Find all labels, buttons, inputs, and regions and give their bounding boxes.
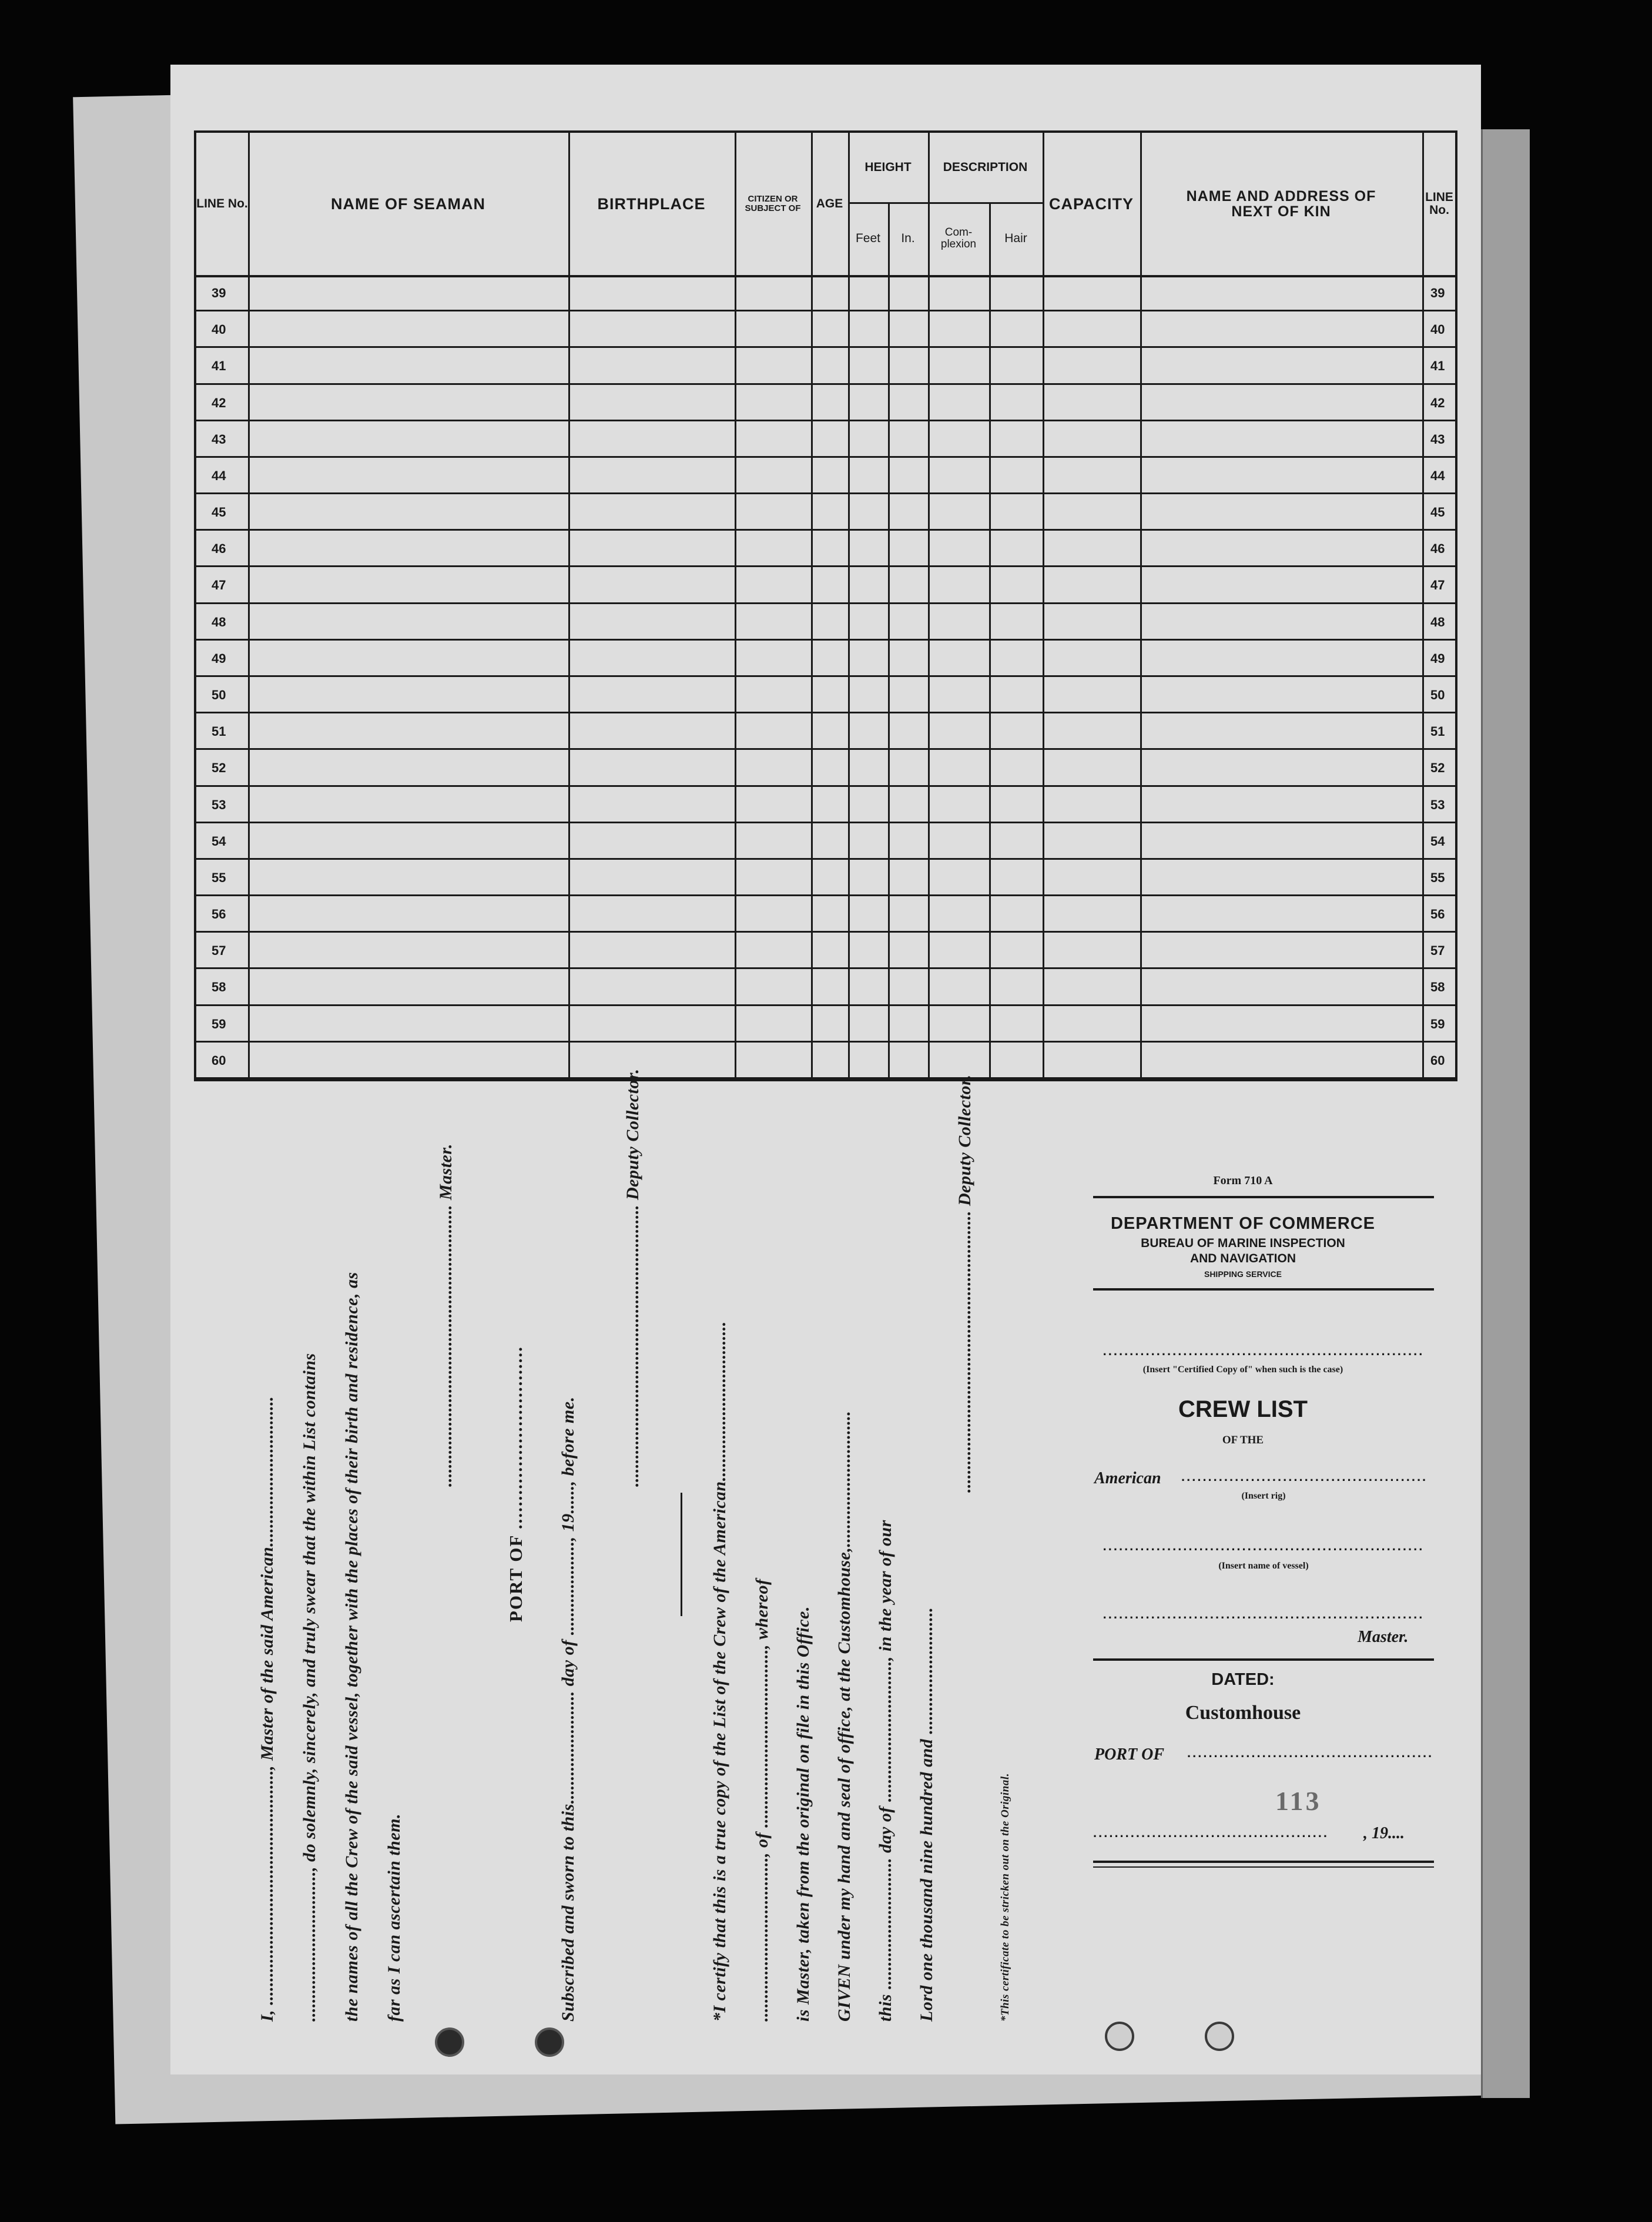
header-inches: In. bbox=[901, 231, 915, 245]
certificate-line-4: GIVEN under my hand and seal of office, at the Customhouse,............................. bbox=[835, 1410, 854, 2022]
date-field: ............................................ bbox=[1093, 1825, 1329, 1840]
table-row bbox=[196, 677, 1455, 713]
line-number-left: 57 bbox=[212, 943, 226, 958]
line-number-left: 51 bbox=[212, 724, 226, 739]
line-number-right: 60 bbox=[1430, 1053, 1445, 1068]
line-number-right: 46 bbox=[1430, 541, 1445, 557]
certified-copy-line: ............................................................ bbox=[1103, 1343, 1425, 1358]
table-row bbox=[196, 311, 1455, 348]
table-row bbox=[196, 750, 1455, 786]
shipping-service: SHIPPING SERVICE bbox=[1204, 1269, 1282, 1279]
header-complexion: Com-plexion bbox=[940, 226, 977, 250]
table-row bbox=[196, 823, 1455, 860]
table-row bbox=[196, 713, 1455, 750]
line-number-left: 45 bbox=[212, 505, 226, 520]
header-line-no: LINE No. bbox=[196, 196, 248, 210]
cover-rule-top bbox=[1093, 1196, 1434, 1198]
line-number-left: 49 bbox=[212, 651, 226, 666]
line-number-right: 47 bbox=[1430, 578, 1445, 593]
cover-rule-3 bbox=[1093, 1658, 1434, 1661]
oath-collector-signature: ............................................................ Deputy Collector. bbox=[623, 1068, 642, 1487]
line-number-left: 52 bbox=[212, 760, 226, 776]
oath-line-3: the names of all the Crew of the said vessel, together with the places of their birth and residence, as bbox=[342, 1272, 361, 2022]
line-number-left: 39 bbox=[212, 286, 226, 300]
header-name-of-seaman: NAME OF SEAMAN bbox=[331, 195, 485, 213]
oath-port-of: PORT OF ................................ bbox=[505, 1346, 526, 1622]
department-title: DEPARTMENT OF COMMERCE bbox=[1110, 1214, 1375, 1233]
cover-port-field: .............................................. bbox=[1187, 1745, 1434, 1760]
master-name-field: ............................................................ bbox=[1103, 1607, 1425, 1621]
table-row bbox=[196, 458, 1455, 494]
punch-hole bbox=[1205, 2022, 1234, 2051]
cover-rule-2 bbox=[1093, 1288, 1434, 1291]
line-number-right: 59 bbox=[1430, 1016, 1445, 1031]
rig-field: .............................................. bbox=[1181, 1469, 1428, 1484]
cover-port-of-label: PORT OF bbox=[1094, 1745, 1164, 1764]
table-row bbox=[196, 787, 1455, 823]
line-number-left: 41 bbox=[212, 358, 226, 374]
customhouse-label: Customhouse bbox=[1185, 1702, 1301, 1724]
certificate-line-5: this ............................ day of .............................., in the year of our bbox=[876, 1520, 895, 2022]
header-capacity: CAPACITY bbox=[1048, 195, 1134, 213]
line-number-right: 53 bbox=[1430, 797, 1445, 812]
table-row bbox=[196, 421, 1455, 458]
header-description: DESCRIPTION bbox=[943, 160, 1028, 174]
line-number-right: 50 bbox=[1430, 688, 1445, 702]
line-number-right: 48 bbox=[1430, 614, 1445, 629]
line-number-left: 50 bbox=[212, 688, 226, 702]
table-row bbox=[196, 567, 1455, 604]
table-row bbox=[196, 604, 1455, 641]
crew-list-form bbox=[170, 65, 1481, 2074]
line-number-left: 42 bbox=[212, 395, 226, 410]
line-number-left: 44 bbox=[212, 468, 226, 483]
table-row bbox=[196, 896, 1455, 933]
insert-rig-hint: (Insert rig) bbox=[1241, 1491, 1286, 1501]
table-row bbox=[196, 531, 1455, 567]
header-line-no-right: LINE No. bbox=[1425, 190, 1453, 217]
line-number-left: 59 bbox=[212, 1016, 226, 1031]
line-number-right: 41 bbox=[1430, 358, 1445, 374]
line-number-right: 44 bbox=[1430, 468, 1445, 483]
certificate-line-1: *I certify that this is a true copy of the List of the Crew of the American.................................. bbox=[710, 1321, 729, 2022]
line-number-left: 54 bbox=[212, 833, 226, 849]
insert-certified-copy-hint: (Insert "Certified Copy of" when such is the case) bbox=[1142, 1365, 1343, 1375]
line-number-right: 57 bbox=[1430, 943, 1445, 958]
underlying-page-edge bbox=[1481, 129, 1530, 2098]
line-number-right: 42 bbox=[1430, 395, 1445, 410]
year-label: , 19.... bbox=[1363, 1824, 1405, 1842]
insert-vessel-hint: (Insert name of vessel) bbox=[1218, 1561, 1309, 1571]
table-row bbox=[196, 275, 1455, 311]
american-label: American bbox=[1094, 1469, 1161, 1487]
certificate-line-3: is Master, taken from the original on file in this Office. bbox=[793, 1606, 813, 2022]
line-number-left: 53 bbox=[212, 797, 226, 812]
line-number-right: 43 bbox=[1430, 431, 1445, 447]
header-age: AGE bbox=[816, 196, 843, 210]
line-number-left: 46 bbox=[212, 541, 226, 557]
master-label: Master. bbox=[1358, 1628, 1409, 1646]
table-row bbox=[196, 348, 1455, 384]
header-height: HEIGHT bbox=[864, 160, 912, 174]
oath-divider bbox=[681, 1493, 682, 1616]
header-citizen: CITIZEN OR SUBJECT OF bbox=[745, 194, 801, 213]
table-row bbox=[196, 641, 1455, 677]
vessel-name-field: ............................................................ bbox=[1103, 1539, 1425, 1553]
table-row bbox=[196, 494, 1455, 531]
line-number-right: 39 bbox=[1430, 286, 1445, 300]
line-number-right: 58 bbox=[1430, 980, 1445, 995]
of-the-label: OF THE bbox=[1222, 1434, 1264, 1446]
header-birthplace: BIRTHPLACE bbox=[597, 195, 706, 213]
line-number-right: 52 bbox=[1430, 760, 1445, 776]
line-number-left: 47 bbox=[212, 578, 226, 593]
table-row bbox=[196, 969, 1455, 1006]
line-number-right: 54 bbox=[1430, 833, 1445, 849]
line-number-left: 48 bbox=[212, 614, 226, 629]
line-number-right: 40 bbox=[1430, 322, 1445, 337]
bureau-title: BUREAU OF MARINE INSPECTION bbox=[1141, 1236, 1345, 1250]
oath-line-4: far as I can ascertain them. bbox=[384, 1813, 404, 2022]
master-signature-line: ............................................................ Master. bbox=[436, 1143, 455, 1487]
table-row bbox=[196, 1006, 1455, 1043]
punch-hole bbox=[1105, 2022, 1134, 2051]
line-number-right: 45 bbox=[1430, 505, 1445, 520]
crew-list-title: CREW LIST bbox=[1178, 1396, 1308, 1422]
line-number-left: 43 bbox=[212, 431, 226, 447]
line-number-right: 49 bbox=[1430, 651, 1445, 666]
table-row bbox=[196, 860, 1455, 896]
line-number-right: 51 bbox=[1430, 724, 1445, 739]
punch-hole bbox=[535, 2027, 564, 2057]
certificate-footnote: *This certificate to be stricken out on the Original. bbox=[999, 1773, 1011, 2022]
table-row bbox=[196, 1043, 1455, 1079]
oath-line-2: ................................, do solemnly, sincerely, and truly swear that the within List contains bbox=[300, 1353, 319, 2022]
line-number-right: 55 bbox=[1430, 870, 1445, 885]
header-hair: Hair bbox=[1004, 231, 1027, 245]
crew-table bbox=[194, 130, 1457, 1081]
certificate-collector-signature: ............................................................ Deputy Collector. bbox=[955, 1074, 974, 1493]
cover-rule-bottom bbox=[1093, 1861, 1434, 1863]
table-row bbox=[196, 933, 1455, 969]
form-number: Form 710 A bbox=[1213, 1174, 1273, 1187]
line-number-left: 56 bbox=[212, 907, 226, 922]
line-number-right: 56 bbox=[1430, 907, 1445, 922]
header-feet: Feet bbox=[855, 231, 881, 245]
oath-line-1: I, .................................................., Master of the said American................................ bbox=[257, 1396, 277, 2022]
certificate-line-6: Lord one thousand nine hundred and ........................... bbox=[917, 1607, 936, 2022]
line-number-left: 55 bbox=[212, 870, 226, 885]
header-next-of-kin: NAME AND ADDRESS OF NEXT OF KIN bbox=[1186, 187, 1376, 220]
table-row bbox=[196, 385, 1455, 421]
line-number-left: 60 bbox=[212, 1053, 226, 1068]
line-number-left: 40 bbox=[212, 322, 226, 337]
punch-hole bbox=[435, 2027, 464, 2057]
dated-label: DATED: bbox=[1211, 1670, 1275, 1689]
bureau-and-navigation: AND NAVIGATION bbox=[1189, 1252, 1296, 1265]
oath-subscribed: Subscribed and sworn to this........................ day of ...................., 19......, before me. bbox=[558, 1396, 578, 2022]
line-number-left: 58 bbox=[212, 980, 226, 995]
page-stamp-number: 113 bbox=[1275, 1786, 1322, 1816]
table-header bbox=[196, 133, 1455, 277]
certificate-line-2: ..................................., of ......................................, whereof bbox=[752, 1578, 772, 2022]
